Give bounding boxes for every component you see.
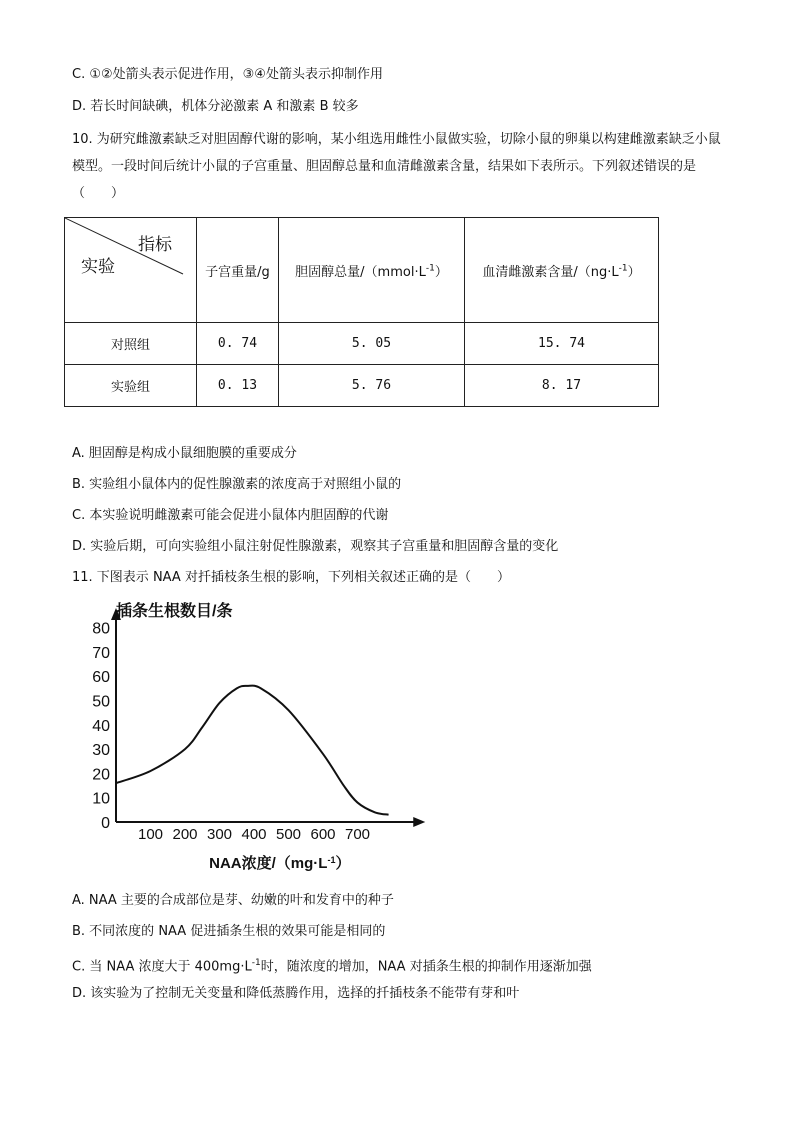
y-tick-label: 30	[92, 742, 110, 760]
table-row	[65, 365, 659, 407]
cell-value: 8. 17	[465, 365, 659, 407]
y-tick-label: 40	[92, 717, 110, 735]
y-tick-label: 60	[92, 669, 110, 687]
header-uterus-weight: 子宫重量/g	[197, 218, 279, 323]
q11-stem: 11. 下图表示 NAA 对扦插枝条生根的影响，下列相关叙述正确的是（ ）	[72, 570, 510, 585]
q11-option-a: A. NAA 主要的合成部位是芽、幼嫩的叶和发育中的种子	[72, 893, 394, 908]
naa-rooting-chart	[84, 598, 464, 878]
x-tick-label: 600	[310, 826, 336, 843]
x-tick-label: 100	[137, 826, 164, 843]
q10-option-d: D. 实验后期，可向实验组小鼠注射促性腺激素，观察其子宫重量和胆固醇含量的变化	[72, 539, 559, 554]
y-tick-label: 10	[92, 790, 110, 808]
table-corner-cell	[65, 218, 197, 323]
y-tick-label: 50	[92, 693, 110, 711]
q10-option-b: B. 实验组小鼠体内的促性腺激素的浓度高于对照组小鼠的	[72, 477, 402, 492]
rooting-curve	[116, 686, 389, 815]
row-label: 实验组	[65, 365, 197, 407]
y-axis-title: 插条生根数目/条	[116, 603, 233, 620]
x-tick-label: 200	[172, 826, 198, 843]
q10-option-c: C. 本实验说明雌激素可能会促进小鼠体内胆固醇的代谢	[72, 508, 389, 523]
results-table	[64, 217, 659, 407]
corner-header-indicator: 指标	[138, 235, 172, 255]
cell-value: 15. 74	[465, 323, 659, 365]
x-tick-label: 400	[241, 826, 267, 843]
x-tick-label: 500	[275, 826, 302, 843]
q11-option-d: D. 该实验为了控制无关变量和降低蒸腾作用，选择的扦插枝条不能带有芽和叶	[72, 986, 520, 1001]
y-tick-label: 0	[101, 815, 110, 832]
q9-option-c: C. ①②处箭头表示促进作用，③④处箭头表示抑制作用	[72, 67, 383, 82]
x-axis-arrow	[413, 817, 425, 827]
q11-option-c: C. 当 NAA 浓度大于 $400mg\cdot L^{-1}$时，随浓度的增加，NAA 对插条生根的抑制作用逐渐加强	[72, 958, 592, 975]
x-tick-label: 300	[206, 826, 233, 843]
q11-option-b: B. 不同浓度的 NAA 促进插条生根的效果可能是相同的	[72, 924, 386, 939]
header-estrogen: 血清雌激素含量$/(ng\cdot L^{-1})$	[465, 218, 659, 323]
header-cholesterol: 胆固醇总量$/(mmol\cdot L^{-1})$	[279, 218, 465, 323]
y-tick-label: 20	[92, 766, 110, 784]
corner-header-experiment: 实验	[81, 257, 115, 277]
x-axis-title: NAA浓度$/(mg\cdot L^{-1})$	[209, 855, 351, 872]
cell-value: 5. 76	[279, 365, 465, 407]
q10-stem: 10. 为研究雌激素缺乏对胆固醇代谢的影响，某小组选用雌性小鼠做实验，切除小鼠的卵巢以构建雌激素缺乏小鼠模型。一段时间后统计小鼠的子宫重量、胆固醇总量和血清雌激素含量，结果如下表所示。下列叙述错误的是（ ）	[72, 132, 721, 201]
y-tick-label: 70	[92, 644, 110, 662]
y-tick-label: 80	[92, 620, 110, 638]
table-row	[65, 323, 659, 365]
cell-value: 0. 13	[197, 365, 279, 407]
q9-option-d: D. 若长时间缺碘，机体分泌激素 A 和激素 B 较多	[72, 99, 359, 114]
q10-option-a: A. 胆固醇是构成小鼠细胞膜的重要成分	[72, 446, 297, 461]
cell-value: 5. 05	[279, 323, 465, 365]
cell-value: 0. 74	[197, 323, 279, 365]
x-tick-label: 700	[344, 826, 371, 843]
row-label: 对照组	[65, 323, 197, 365]
